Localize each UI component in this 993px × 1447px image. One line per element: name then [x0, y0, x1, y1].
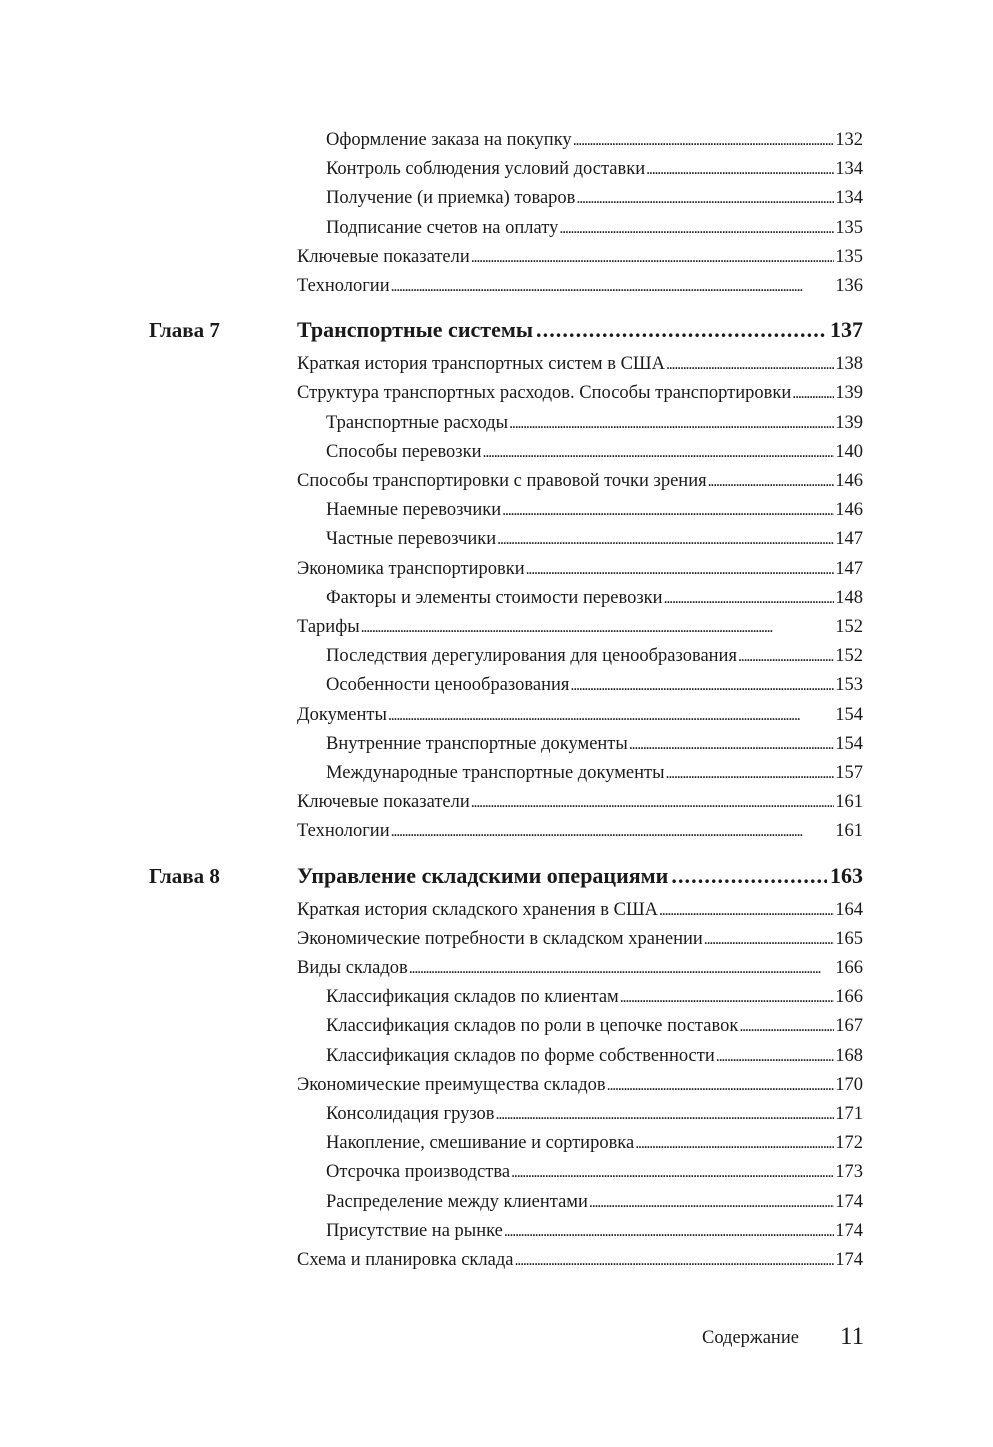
dot-leader	[664, 586, 835, 611]
toc-entry-page: 161	[835, 792, 863, 813]
toc-entry[interactable]	[297, 557, 863, 581]
toc-entry[interactable]	[297, 956, 863, 980]
toc-entry-title: Последствия дерегулирования для ценообразования	[326, 646, 737, 667]
dot-leader	[739, 1014, 834, 1039]
dot-leader	[646, 157, 834, 182]
toc-entry-title: Присутствие на рынке	[326, 1220, 503, 1241]
toc-entry[interactable]	[326, 411, 863, 435]
toc-entry-title: Ключевые показатели	[297, 792, 470, 813]
dot-leader	[409, 956, 835, 981]
toc-entry-title: Способы перевозки	[326, 441, 482, 462]
toc-entry-title: Ключевые показатели	[297, 246, 470, 267]
toc-entry[interactable]	[297, 615, 863, 639]
toc-entry-page: 135	[835, 217, 863, 238]
toc-entry[interactable]	[297, 703, 863, 727]
toc-entry-title: Способы транспортировки с правовой точки зрения	[297, 471, 707, 491]
toc-entry[interactable]	[326, 128, 863, 152]
toc-entry[interactable]	[326, 216, 863, 240]
toc-entry[interactable]	[326, 1044, 863, 1068]
toc-entry-page: 152	[835, 646, 863, 667]
toc-entry-title: Получение (и приемка) товаров	[326, 188, 576, 209]
toc-entry-page: 157	[835, 763, 863, 783]
toc-entry-title: Контроль соблюдения условий доставки	[326, 159, 646, 180]
toc-entry-title: Классификация складов по клиентам	[326, 987, 619, 1008]
toc-entry-title: Экономические преимущества складов	[297, 1074, 606, 1095]
toc-entry[interactable]	[297, 1248, 863, 1272]
dot-leader	[620, 985, 835, 1010]
dot-leader	[471, 245, 835, 270]
toc-entry[interactable]	[326, 1102, 863, 1126]
dot-leader	[666, 761, 835, 786]
toc-entry-page: 165	[835, 928, 863, 949]
toc-entry-page: 154	[835, 733, 863, 754]
toc-entry[interactable]	[326, 985, 863, 1009]
toc-entry-page: 146	[835, 500, 863, 521]
toc-entry-title: Факторы и элементы стоимости перевозки	[326, 587, 663, 608]
dot-leader	[391, 819, 835, 844]
toc-entry-title: Экономика транспортировки	[297, 558, 525, 579]
toc-entry-page: 166	[835, 958, 863, 978]
toc-entry-page: 173	[835, 1162, 863, 1183]
toc-entry-title: Наемные перевозчики	[326, 500, 502, 521]
dot-leader	[471, 790, 835, 815]
chapter-title: Транспортные системы	[297, 317, 533, 343]
toc-entry-page: 161	[835, 821, 863, 842]
toc-entry-title: Отсрочка производства	[326, 1162, 511, 1183]
toc-entry-page: 147	[835, 558, 863, 579]
toc-entry-title: Подписание счетов на оплату	[326, 217, 559, 238]
toc-entry[interactable]	[326, 1131, 863, 1155]
toc-entry-page: 135	[835, 246, 863, 267]
toc-entry-title: Консолидация грузов	[326, 1104, 495, 1124]
dot-leader	[607, 1073, 835, 1098]
running-footer-title: Содержание	[702, 1328, 799, 1348]
dot-leader	[504, 1219, 834, 1244]
toc-entry-page: 152	[835, 617, 863, 637]
dot-leader	[738, 644, 834, 669]
toc-entry[interactable]	[297, 245, 863, 269]
dot-leader	[526, 557, 835, 582]
toc-entry-title: Экономические потребности в складском хранении	[297, 928, 703, 949]
toc-entry[interactable]	[326, 644, 863, 668]
dot-leader	[497, 527, 834, 552]
dot-leader	[391, 274, 835, 299]
chapter-page-number: 163	[830, 862, 863, 888]
toc-entry-page: 148	[835, 587, 863, 608]
toc-entry-title: Особенности ценообразования	[326, 675, 570, 696]
toc-entry-title: Оформление заказа на покупку	[326, 130, 572, 150]
toc-entry[interactable]	[297, 352, 863, 376]
toc-entry[interactable]	[297, 819, 863, 843]
dot-leader	[635, 1131, 834, 1156]
toc-entry-title: Схема и планировка склада	[297, 1250, 514, 1270]
toc-entry-page: 174	[835, 1250, 863, 1270]
toc-entry-title: Международные транспортные документы	[326, 763, 665, 783]
toc-entry[interactable]	[326, 1219, 863, 1243]
chapter-label: Глава 8	[149, 863, 220, 888]
toc-entry-title: Краткая история складского хранения в США	[297, 899, 658, 920]
dot-leader	[559, 216, 834, 241]
toc-entry[interactable]	[297, 381, 863, 405]
toc-entry-page: 147	[835, 529, 863, 550]
toc-entry[interactable]	[326, 586, 863, 610]
toc-entry[interactable]	[326, 498, 863, 522]
toc-entry-title: Частные перевозчики	[326, 529, 497, 550]
toc-entry[interactable]	[326, 732, 863, 756]
dot-leader	[361, 615, 835, 640]
toc-entry[interactable]	[297, 1073, 863, 1097]
toc-entry-page: 167	[835, 1016, 863, 1037]
toc-entry-page: 174	[835, 1191, 863, 1212]
toc-entry[interactable]	[326, 1160, 863, 1184]
toc-entry[interactable]	[326, 673, 863, 697]
dot-leader	[576, 186, 834, 211]
toc-entry[interactable]	[297, 927, 863, 951]
toc-entry-page: 171	[835, 1104, 863, 1124]
toc-entry[interactable]	[297, 790, 863, 814]
toc-entry[interactable]	[297, 898, 863, 922]
toc-entry[interactable]	[326, 761, 863, 785]
dot-leader	[716, 1044, 834, 1069]
toc-entry-page: 134	[835, 188, 863, 209]
chapter-label: Глава 7	[149, 318, 220, 343]
toc-entry-title: Технологии	[297, 821, 390, 842]
toc-entry-page: 154	[835, 704, 863, 725]
toc-entry-page: 172	[835, 1133, 863, 1154]
dot-leader	[708, 469, 835, 494]
toc-entry-title: Внутренние транспортные документы	[326, 733, 628, 754]
toc-entry[interactable]	[297, 274, 863, 298]
toc-entry-page: 139	[835, 383, 863, 404]
toc-entry-page: 136	[835, 276, 863, 296]
toc-entry-page: 166	[835, 987, 863, 1008]
toc-entry-page: 134	[835, 159, 863, 180]
page-number: 11	[840, 1323, 865, 1350]
dot-leader	[511, 1160, 834, 1185]
toc-entry-page: 174	[835, 1220, 863, 1241]
toc-entry-page: 138	[835, 354, 863, 375]
toc-entry[interactable]	[326, 527, 863, 551]
dot-leader	[502, 498, 834, 523]
dot-leader	[573, 128, 835, 153]
toc-entry-page: 153	[835, 675, 863, 696]
toc-entry-page: 146	[835, 471, 863, 491]
toc-entry-title: Распределение между клиентами	[326, 1191, 588, 1212]
toc-entry-page: 168	[835, 1045, 863, 1066]
toc-entry-title: Технологии	[297, 276, 390, 296]
toc-entry-page: 139	[835, 412, 863, 433]
dot-leader	[388, 703, 834, 728]
toc-entry-page: 170	[835, 1074, 863, 1095]
toc-entry-page: 164	[835, 899, 863, 920]
dot-leader	[671, 862, 827, 890]
toc-entry[interactable]	[326, 1014, 863, 1038]
toc-entry-title: Накопление, смешивание и сортировка	[326, 1133, 635, 1154]
toc-entry-page: 132	[835, 130, 863, 150]
dot-leader	[629, 732, 834, 757]
dot-leader	[536, 316, 827, 344]
chapter-title: Управление складскими операциями	[297, 862, 669, 888]
toc-entry[interactable]	[326, 440, 863, 464]
dot-leader	[659, 898, 834, 923]
toc-entry[interactable]	[326, 186, 863, 210]
toc-entry[interactable]	[297, 469, 863, 493]
dot-leader	[570, 673, 834, 698]
dot-leader	[509, 411, 834, 436]
toc-entry-title: Структура транспортных расходов. Способы транспортировки	[297, 383, 792, 404]
toc-entry-title: Тарифы	[297, 617, 360, 637]
dot-leader	[666, 352, 834, 377]
toc-entry[interactable]	[326, 1190, 863, 1214]
toc-entry-title: Документы	[297, 704, 387, 725]
toc-entry-title: Транспортные расходы	[326, 412, 509, 433]
toc-entry-title: Краткая история транспортных систем в США	[297, 354, 665, 375]
toc-entry[interactable]	[326, 157, 863, 181]
toc-entry-title: Классификация складов по роли в цепочке поставок	[326, 1016, 739, 1037]
dot-leader	[589, 1190, 834, 1215]
toc-entry-title: Классификация складов по форме собственности	[326, 1045, 715, 1066]
chapter-page-number: 137	[830, 317, 863, 343]
dot-leader	[496, 1102, 835, 1127]
chapter-title-entry[interactable]	[297, 862, 863, 890]
toc-entry-page: 140	[835, 441, 863, 462]
toc-entry-title: Виды складов	[297, 958, 408, 978]
chapter-title-entry[interactable]	[297, 316, 863, 344]
dot-leader	[514, 1248, 834, 1273]
dot-leader	[483, 440, 835, 465]
dot-leader	[792, 381, 834, 406]
dot-leader	[704, 927, 834, 952]
